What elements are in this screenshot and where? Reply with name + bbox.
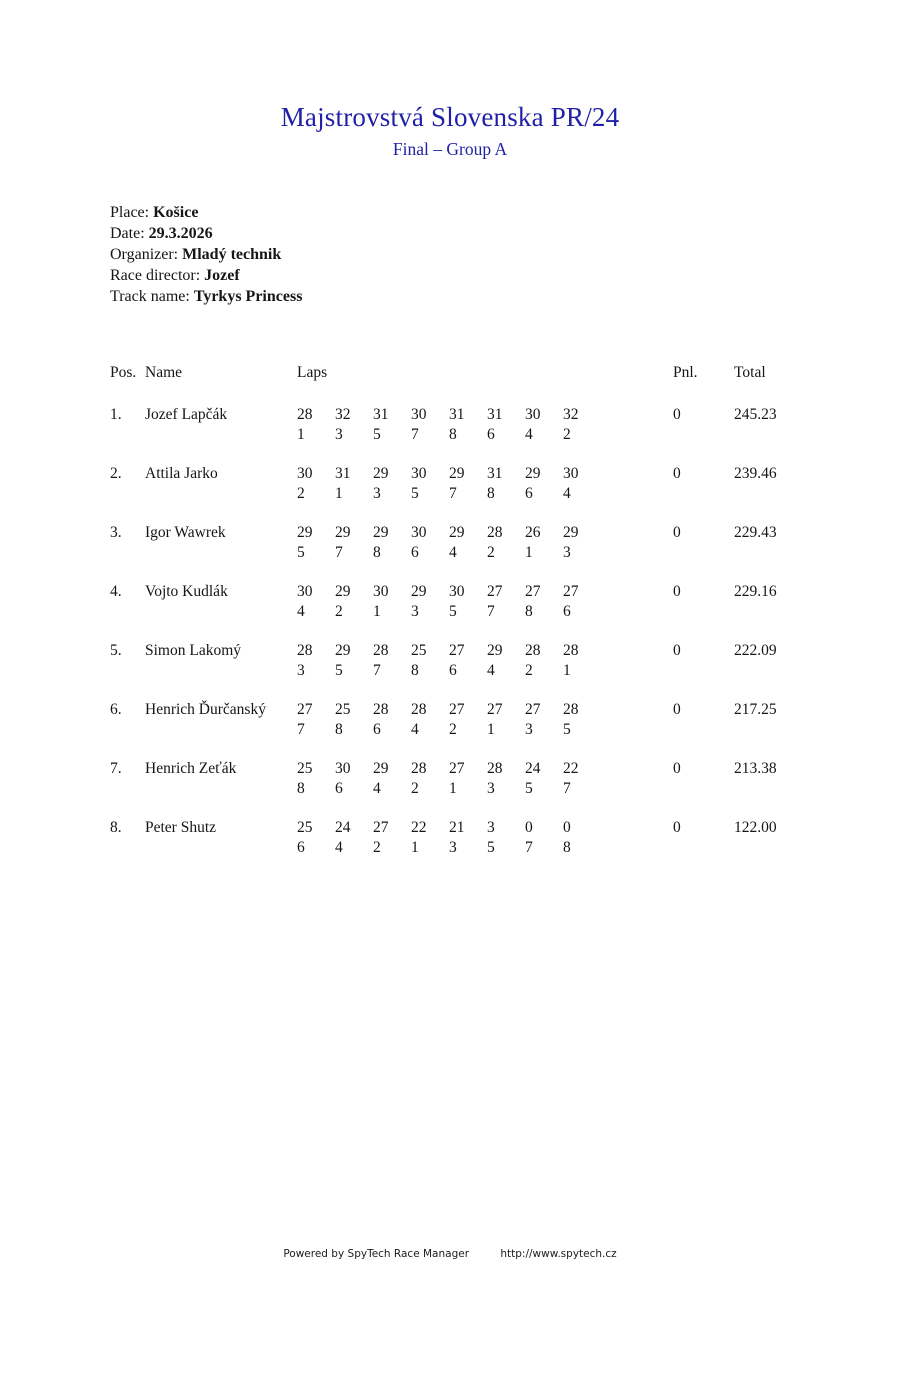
driver-name: Henrich Ďurčanský: [145, 701, 266, 718]
lap-rank: 8: [487, 485, 495, 502]
lap-count: 27: [525, 583, 541, 600]
lap-cell: [563, 818, 601, 858]
lap-cell: [487, 523, 525, 563]
lap-cell: [449, 641, 487, 681]
lap-rank: 5: [373, 426, 381, 443]
lap-rank: 6: [411, 544, 419, 561]
lap-count: 22: [411, 819, 427, 836]
lap-rank: 3: [449, 839, 457, 856]
lap-rank: 8: [563, 839, 571, 856]
lap-count: 27: [449, 701, 465, 718]
lap-count: 26: [525, 524, 541, 541]
info-line-track-name: [110, 286, 900, 307]
lap-cell: [335, 641, 373, 681]
lap-rank: 3: [525, 721, 533, 738]
lap-cell: [411, 405, 449, 445]
lap-count: 31: [335, 465, 351, 482]
lap-cell: [563, 759, 601, 799]
lap-count: 32: [563, 406, 579, 423]
lap-count: 32: [335, 406, 351, 423]
lap-count: 30: [411, 406, 427, 423]
page-subtitle: Final – Group A: [392, 139, 508, 159]
lap-cell: [487, 582, 525, 622]
lap-cell: [449, 700, 487, 740]
lap-rank: 5: [411, 485, 419, 502]
lap-count: 29: [373, 524, 389, 541]
row-position: 5.: [110, 642, 122, 659]
info-value: Mladý technik: [182, 246, 282, 263]
lap-rank: 5: [449, 603, 457, 620]
info-label: Date:: [110, 225, 145, 242]
lap-count: 27: [449, 642, 465, 659]
lap-cell: [563, 405, 601, 445]
info-line-race-director: [110, 265, 900, 286]
lap-cell: [297, 582, 335, 622]
lap-rank: 2: [335, 603, 343, 620]
lap-rank: 4: [297, 603, 305, 620]
lap-cell: [487, 464, 525, 504]
lap-cell: [525, 464, 563, 504]
lap-count: 27: [487, 701, 503, 718]
lap-cell: [525, 523, 563, 563]
result-row: [110, 641, 900, 681]
lap-cell: [297, 759, 335, 799]
lap-cell: [373, 464, 411, 504]
lap-count: 29: [449, 524, 465, 541]
lap-cell: [449, 405, 487, 445]
lap-cell: [335, 405, 373, 445]
lap-rank: 1: [335, 485, 343, 502]
penalty-value: 0: [673, 701, 681, 718]
lap-rank: 1: [487, 721, 495, 738]
lap-count: 30: [335, 760, 351, 777]
col-header-name: Name: [145, 364, 183, 381]
lap-cell: [373, 405, 411, 445]
penalty-value: 0: [673, 819, 681, 836]
lap-rank: 7: [449, 485, 457, 502]
lap-rank: 7: [487, 603, 495, 620]
page-footer: [0, 1248, 900, 1260]
lap-rank: 1: [563, 662, 571, 679]
row-position: 3.: [110, 524, 122, 541]
info-line-date: [110, 223, 900, 244]
lap-rank: 4: [525, 426, 533, 443]
row-position: 8.: [110, 819, 122, 836]
lap-cell: [373, 818, 411, 858]
lap-count: 29: [373, 760, 389, 777]
lap-cell: [525, 641, 563, 681]
total-value: 122.00: [734, 819, 777, 836]
total-value: 245.23: [734, 406, 777, 423]
lap-cell: [373, 641, 411, 681]
lap-cell: [373, 523, 411, 563]
driver-name: Jozef Lapčák: [145, 406, 228, 423]
lap-count: 28: [525, 642, 541, 659]
results-header-row: [110, 363, 900, 383]
lap-cell: [525, 700, 563, 740]
lap-rank: 2: [525, 662, 533, 679]
lap-rank: 3: [297, 662, 305, 679]
info-value: Jozef: [204, 267, 240, 284]
lap-cell: [373, 759, 411, 799]
info-label: Race director:: [110, 267, 201, 284]
lap-count: 28: [297, 406, 313, 423]
lap-count: 27: [373, 819, 389, 836]
lap-cell: [335, 700, 373, 740]
lap-count: 25: [297, 760, 313, 777]
lap-rank: 2: [563, 426, 571, 443]
lap-count: 31: [487, 406, 503, 423]
lap-rank: 3: [563, 544, 571, 561]
driver-name: Attila Jarko: [145, 465, 218, 482]
lap-rank: 7: [411, 426, 419, 443]
lap-rank: 3: [335, 426, 343, 443]
lap-count: 30: [297, 465, 313, 482]
penalty-value: 0: [673, 406, 681, 423]
col-header-total: Total: [734, 364, 766, 381]
lap-cell: [449, 464, 487, 504]
penalty-value: 0: [673, 642, 681, 659]
lap-rank: 4: [373, 780, 381, 797]
lap-cell: [563, 464, 601, 504]
info-label: Place:: [110, 204, 150, 221]
lap-count: 30: [563, 465, 579, 482]
lap-count: 25: [297, 819, 313, 836]
lap-cell: [297, 523, 335, 563]
row-position: 6.: [110, 701, 122, 718]
total-value: 217.25: [734, 701, 777, 718]
lap-rank: 3: [373, 485, 381, 502]
results-table: [110, 363, 900, 858]
lap-count: 29: [335, 642, 351, 659]
lap-cell: [563, 641, 601, 681]
total-value: 222.09: [734, 642, 777, 659]
lap-cell: [487, 405, 525, 445]
lap-cell: [525, 818, 563, 858]
row-position: 1.: [110, 406, 122, 423]
lap-cell: [411, 582, 449, 622]
lap-rank: 4: [411, 721, 419, 738]
lap-rank: 6: [335, 780, 343, 797]
lap-count: 28: [563, 642, 579, 659]
result-row: [110, 405, 900, 445]
lap-cell: [297, 641, 335, 681]
total-value: 229.16: [734, 583, 777, 600]
info-value: Košice: [153, 204, 199, 221]
lap-cell: [335, 759, 373, 799]
lap-count: 25: [335, 701, 351, 718]
lap-cell: [563, 700, 601, 740]
lap-count: 0: [525, 819, 533, 836]
result-row: [110, 818, 900, 858]
total-value: 213.38: [734, 760, 777, 777]
lap-cell: [411, 523, 449, 563]
lap-rank: 6: [449, 662, 457, 679]
lap-count: 30: [449, 583, 465, 600]
lap-count: 29: [297, 524, 313, 541]
driver-name: Henrich Zeťák: [145, 760, 237, 777]
lap-cell: [563, 582, 601, 622]
lap-count: 28: [411, 760, 427, 777]
lap-cell: [297, 818, 335, 858]
lap-count: 29: [335, 583, 351, 600]
lap-rank: 6: [525, 485, 533, 502]
lap-count: 29: [449, 465, 465, 482]
penalty-value: 0: [673, 583, 681, 600]
lap-rank: 3: [487, 780, 495, 797]
lap-rank: 7: [335, 544, 343, 561]
info-value: 29.3.2026: [148, 225, 213, 242]
result-row: [110, 523, 900, 563]
lap-rank: 1: [525, 544, 533, 561]
lap-cell: [335, 582, 373, 622]
lap-cell: [373, 700, 411, 740]
lap-rank: 6: [563, 603, 571, 620]
lap-rank: 7: [373, 662, 381, 679]
lap-count: 29: [411, 583, 427, 600]
lap-rank: 8: [525, 603, 533, 620]
lap-rank: 5: [563, 721, 571, 738]
col-header-laps: Laps: [297, 364, 328, 381]
lap-rank: 5: [487, 839, 495, 856]
lap-count: 25: [411, 642, 427, 659]
lap-count: 31: [487, 465, 503, 482]
lap-count: 27: [297, 701, 313, 718]
lap-rank: 2: [449, 721, 457, 738]
lap-cell: [297, 464, 335, 504]
lap-rank: 8: [373, 544, 381, 561]
driver-name: Peter Shutz: [145, 819, 217, 836]
lap-count: 24: [335, 819, 351, 836]
lap-rank: 4: [449, 544, 457, 561]
lap-cell: [411, 759, 449, 799]
col-header-pnl: Pnl.: [673, 364, 698, 381]
lap-cell: [297, 700, 335, 740]
lap-cell: [487, 759, 525, 799]
lap-rank: 7: [525, 839, 533, 856]
lap-count: 30: [373, 583, 389, 600]
lap-rank: 1: [297, 426, 305, 443]
penalty-value: 0: [673, 524, 681, 541]
driver-name: Igor Wawrek: [145, 524, 226, 541]
driver-name: Simon Lakomý: [145, 642, 242, 659]
lap-cell: [487, 818, 525, 858]
footer-url: http://www.spytech.cz: [500, 1248, 617, 1260]
lap-rank: 1: [373, 603, 381, 620]
lap-cell: [487, 700, 525, 740]
page-title: Majstrovstvá Slovenska PR/24: [280, 102, 620, 132]
info-label: Organizer:: [110, 246, 179, 263]
lap-count: 27: [449, 760, 465, 777]
lap-cell: [449, 523, 487, 563]
result-row: [110, 700, 900, 740]
lap-rank: 3: [411, 603, 419, 620]
lap-rank: 8: [411, 662, 419, 679]
lap-rank: 4: [487, 662, 495, 679]
lap-cell: [335, 523, 373, 563]
lap-count: 28: [297, 642, 313, 659]
lap-cell: [297, 405, 335, 445]
event-info: [110, 202, 900, 307]
lap-rank: 8: [449, 426, 457, 443]
driver-name: Vojto Kudlák: [145, 583, 228, 600]
lap-cell: [411, 818, 449, 858]
lap-count: 30: [525, 406, 541, 423]
lap-count: 28: [411, 701, 427, 718]
lap-count: 28: [563, 701, 579, 718]
lap-cell: [449, 582, 487, 622]
row-position: 4.: [110, 583, 122, 600]
lap-cell: [449, 759, 487, 799]
lap-count: 21: [449, 819, 465, 836]
lap-rank: 6: [297, 839, 305, 856]
lap-rank: 5: [297, 544, 305, 561]
lap-count: 30: [411, 524, 427, 541]
row-position: 2.: [110, 465, 122, 482]
lap-count: 28: [373, 642, 389, 659]
lap-count: 30: [297, 583, 313, 600]
lap-count: 29: [373, 465, 389, 482]
lap-cell: [335, 818, 373, 858]
info-line-place: [110, 202, 900, 223]
lap-count: 28: [487, 524, 503, 541]
lap-rank: 4: [563, 485, 571, 502]
lap-rank: 2: [487, 544, 495, 561]
lap-rank: 2: [297, 485, 305, 502]
lap-rank: 6: [487, 426, 495, 443]
lap-rank: 5: [525, 780, 533, 797]
total-value: 239.46: [734, 465, 777, 482]
lap-rank: 6: [373, 721, 381, 738]
lap-count: 29: [525, 465, 541, 482]
lap-rank: 7: [563, 780, 571, 797]
total-value: 229.43: [734, 524, 777, 541]
lap-count: 29: [563, 524, 579, 541]
lap-cell: [563, 523, 601, 563]
lap-rank: 2: [411, 780, 419, 797]
result-row: [110, 464, 900, 504]
lap-cell: [411, 464, 449, 504]
lap-count: 29: [335, 524, 351, 541]
lap-rank: 1: [449, 780, 457, 797]
result-row: [110, 759, 900, 799]
col-header-pos: Pos.: [110, 364, 137, 381]
lap-cell: [525, 405, 563, 445]
lap-count: 29: [487, 642, 503, 659]
result-row: [110, 582, 900, 622]
lap-rank: 1: [411, 839, 419, 856]
lap-cell: [487, 641, 525, 681]
lap-cell: [525, 759, 563, 799]
lap-rank: 5: [335, 662, 343, 679]
lap-rank: 8: [297, 780, 305, 797]
lap-rank: 2: [373, 839, 381, 856]
lap-cell: [449, 818, 487, 858]
lap-cell: [411, 641, 449, 681]
lap-count: 27: [487, 583, 503, 600]
lap-count: 3: [487, 819, 495, 836]
footer-powered-text: Powered by SpyTech Race Manager: [283, 1248, 470, 1260]
lap-count: 22: [563, 760, 579, 777]
lap-count: 30: [411, 465, 427, 482]
lap-count: 24: [525, 760, 541, 777]
lap-cell: [411, 700, 449, 740]
lap-count: 28: [373, 701, 389, 718]
row-position: 7.: [110, 760, 122, 777]
lap-rank: 7: [297, 721, 305, 738]
lap-count: 31: [449, 406, 465, 423]
penalty-value: 0: [673, 465, 681, 482]
lap-rank: 4: [335, 839, 343, 856]
info-line-organizer: [110, 244, 900, 265]
info-value: Tyrkys Princess: [193, 288, 303, 305]
penalty-value: 0: [673, 760, 681, 777]
lap-cell: [335, 464, 373, 504]
results-rows: [110, 405, 900, 858]
lap-count: 27: [563, 583, 579, 600]
lap-count: 0: [563, 819, 571, 836]
lap-rank: 8: [335, 721, 343, 738]
info-label: Track name:: [110, 288, 190, 305]
lap-cell: [525, 582, 563, 622]
lap-cell: [373, 582, 411, 622]
lap-count: 31: [373, 406, 389, 423]
lap-count: 27: [525, 701, 541, 718]
lap-count: 28: [487, 760, 503, 777]
